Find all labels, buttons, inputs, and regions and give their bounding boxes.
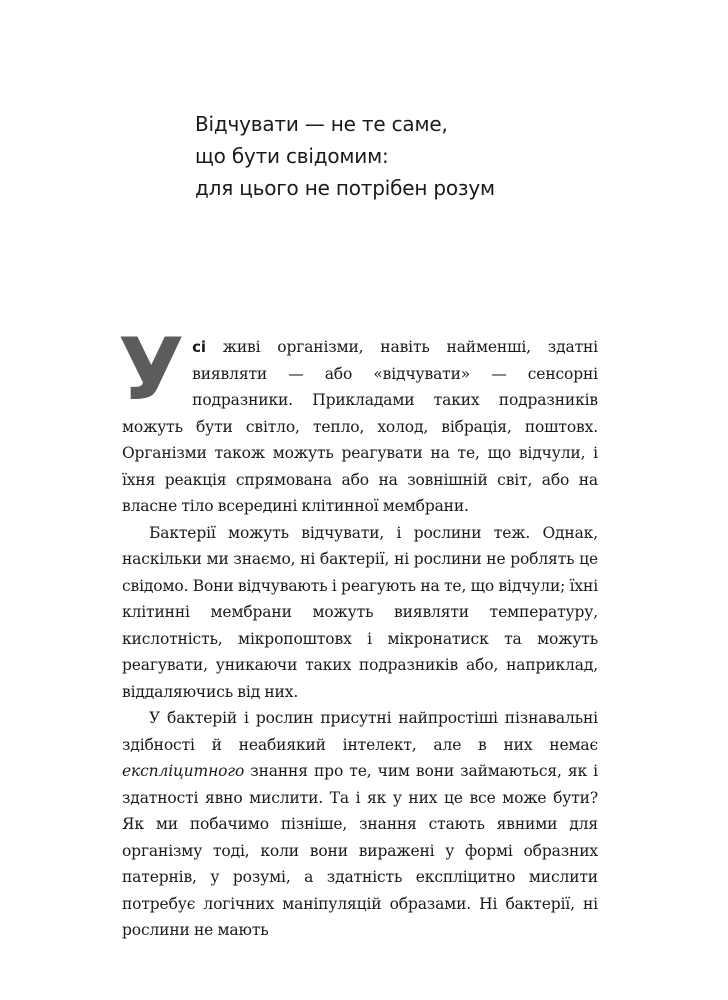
chapter-title-line-3: для цього не потрібен розум — [195, 176, 495, 200]
lead-in: сі — [192, 338, 206, 356]
paragraph-3-text-a: У бактерій і рослин присутні найпростіші пізнавальні здібності й неабиякий інтелект, але в них немає — [122, 709, 598, 754]
paragraph-2: Бактерії можуть відчувати, і рослини теж. Однак, наскільки ми знаємо, ні бактерії, ні рослини не роблять це свідомо. Вони відчувають і реагують на те, що відчули; їхні клітинні мембрани можуть виявляти температуру, кислотність, мікропоштовх і мікронатиск та можуть реагувати, уникаючи таких подразників або, наприклад, віддаляючись від них. — [122, 523, 598, 701]
chapter-title — [195, 108, 655, 204]
body-text — [118, 320, 598, 944]
paragraph-1-text: живі організми, навіть найменші, здатні виявляти — або «відчувати» — сенсорні подразники. Прикладами таких подразників можуть бути світло, тепло, холод, вібрація, поштовх. Організми також можуть реагувати на те, що відчули, і їхня реакція спрямована або на зовнішній світ, або на власне тіло всередині клітинної мембрани. — [122, 338, 598, 515]
paragraph-3 — [122, 705, 598, 944]
drop-cap: У — [118, 320, 185, 420]
paragraph-1 — [118, 320, 598, 520]
chapter-title-line-2: що бути свідомим: — [195, 144, 389, 168]
chapter-title-line-1: Відчувати — не те саме, — [195, 112, 448, 136]
emphasis-term: експліцитного — [122, 762, 245, 780]
paragraph-3-text-b: знання про те, чим вони займаються, як і здатності явно мислити. Та і як у них це все може бути? Як ми побачимо пізніше, знання стають явними для організму тоді, коли вони виражені у формі образних патернів, у розумі, а здатність експліцитно мислити потребує логічних маніпуляцій образами. Ні бактерії, ні рослини не мають — [122, 762, 598, 939]
